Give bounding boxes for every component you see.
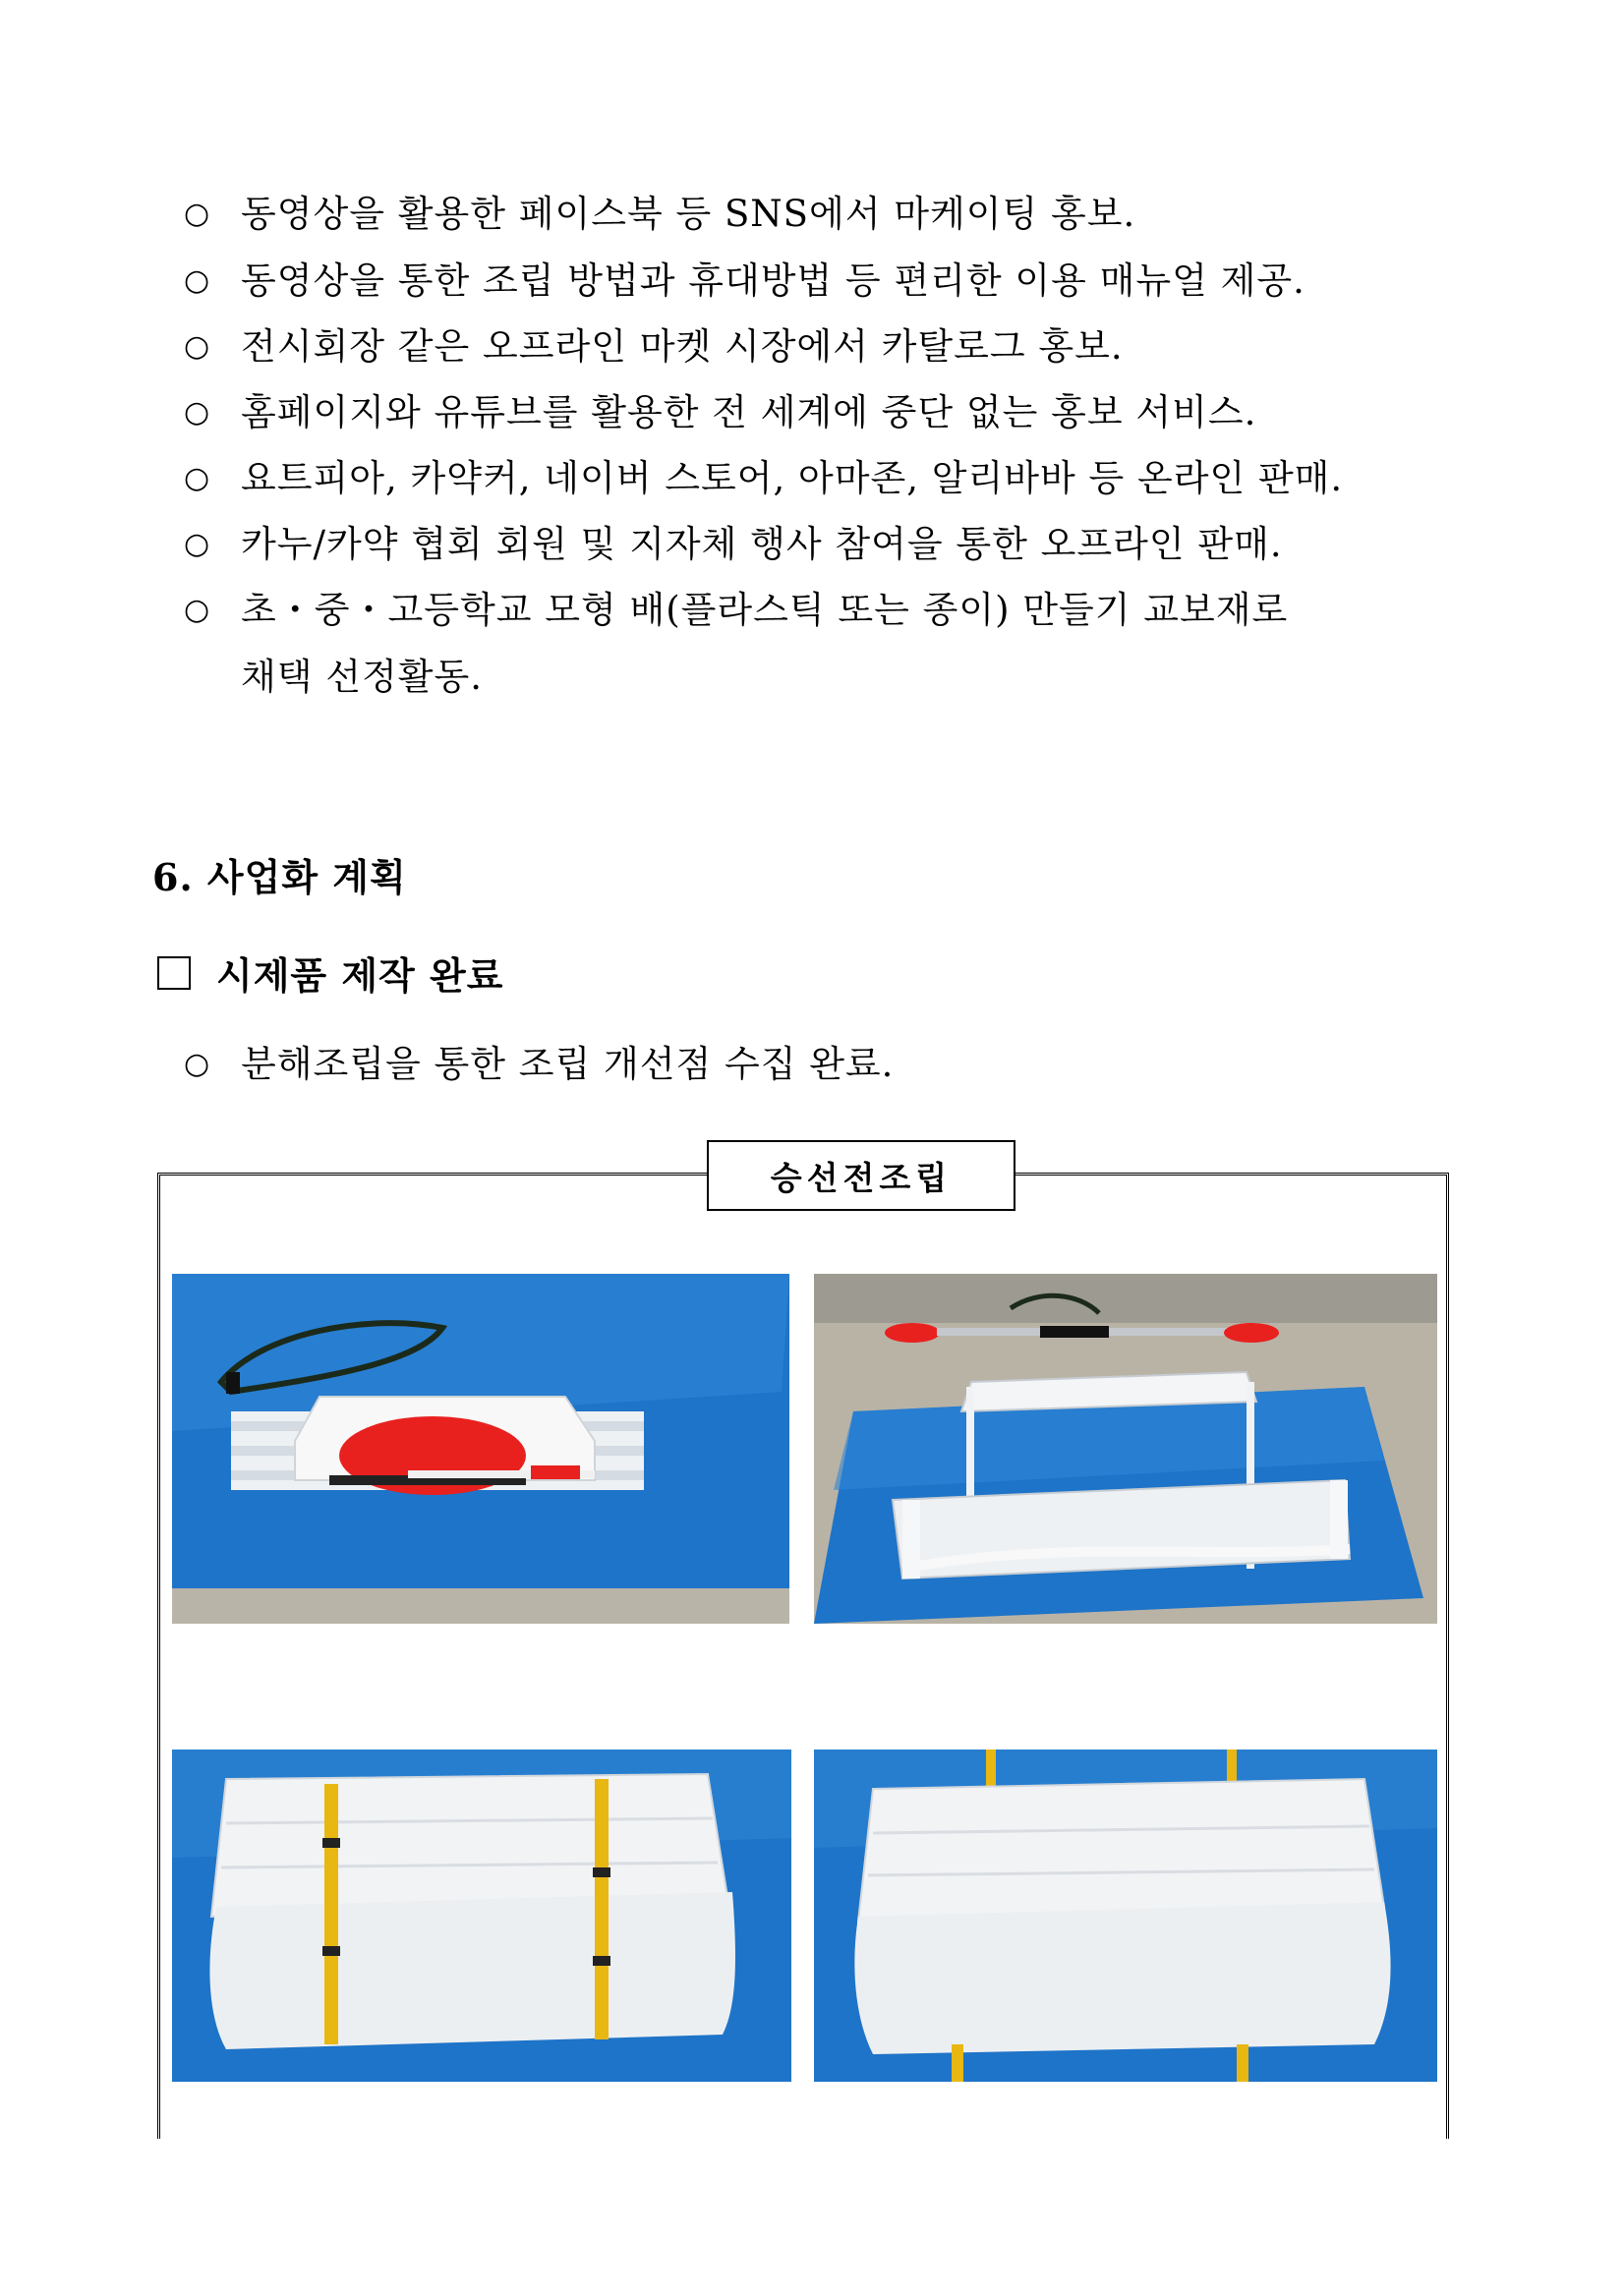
section-title: 6. 사업화 계획 — [152, 855, 407, 899]
subsection-title — [157, 946, 503, 1000]
bullet-mark: ○ — [184, 461, 210, 495]
photo-rolled-hull-front — [172, 1750, 791, 2082]
bullet-text: 분해조립을 통한 조립 개선점 수집 완료. — [241, 1043, 895, 1085]
bullet-text-continuation: 채택 선정활동. — [241, 656, 483, 698]
photo-folded-kit — [172, 1274, 789, 1624]
bullet-text: 초・중・고등학교 모형 배(플라스틱 또는 종이) 만들기 교보재로 — [241, 589, 1289, 631]
figure-caption: 승선전조립 — [707, 1140, 1015, 1211]
bullet-mark: ○ — [184, 1047, 210, 1081]
bullet-text: 전시회장 같은 오프라인 마켓 시장에서 카탈로그 홍보. — [241, 325, 1124, 368]
bullet-text: 동영상을 통한 조립 방법과 휴대방법 등 편리한 이용 매뉴얼 제공. — [241, 259, 1305, 302]
bullet-mark: ○ — [184, 197, 210, 231]
bullet-text: 요트피아, 카약커, 네이버 스토어, 아마존, 알리바바 등 온라인 판매. — [241, 457, 1344, 499]
bullet-text: 동영상을 활용한 페이스북 등 SNS에서 마케이팅 홍보. — [241, 193, 1136, 235]
subsection-title-text: 시제품 제작 완료 — [216, 953, 504, 998]
bullet-mark: ○ — [184, 593, 210, 627]
bullet-mark: ○ — [184, 329, 210, 364]
bullet-mark: ○ — [184, 263, 210, 298]
photo-assembled-frame — [814, 1274, 1437, 1624]
bullet-mark: ○ — [184, 395, 210, 430]
bullet-text: 카누/카약 협회 회원 및 지자체 행사 참여을 통한 오프라인 판매. — [241, 523, 1283, 565]
checkbox-square-icon — [157, 956, 191, 990]
bullet-text: 홈페이지와 유튜브를 활용한 전 세계에 중단 없는 홍보 서비스. — [241, 391, 1257, 433]
photo-rolled-hull-back — [814, 1750, 1437, 2082]
bullet-mark: ○ — [184, 527, 210, 561]
